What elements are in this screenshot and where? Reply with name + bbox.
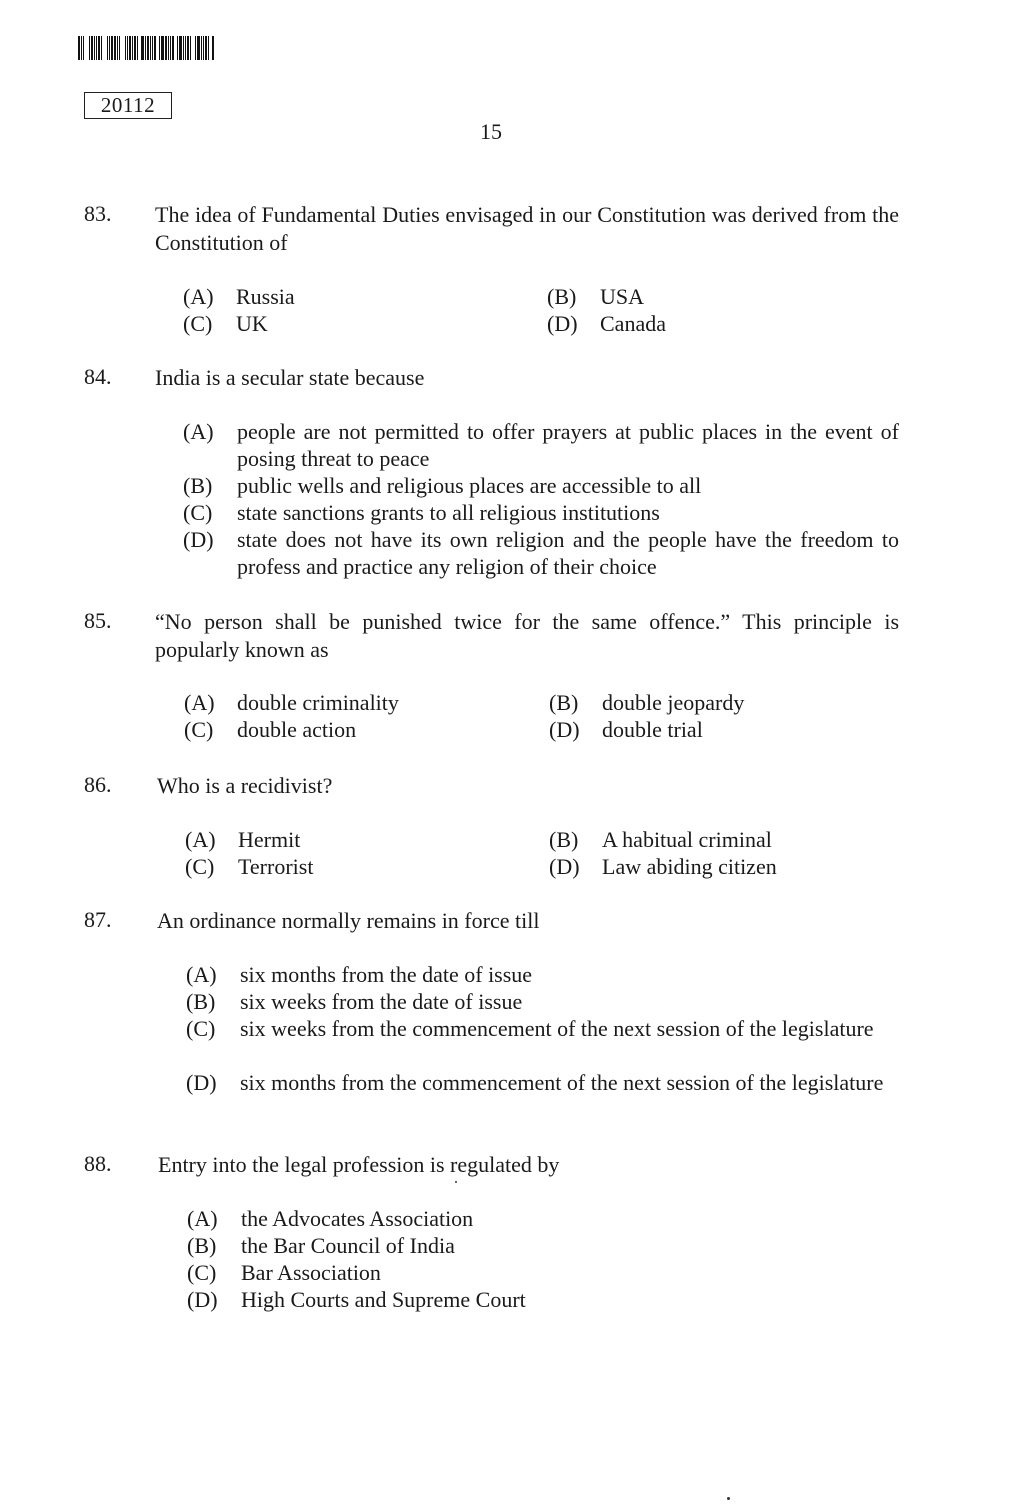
barcode-bar <box>109 36 110 60</box>
option-text: six months from the commencement of the next session of the legislature <box>240 1070 884 1095</box>
option-a[interactable] <box>187 1205 903 1232</box>
barcode-bar <box>119 36 120 60</box>
question-text: Entry into the legal profession is regulated by <box>158 1152 560 1177</box>
option-text: USA <box>600 284 645 309</box>
option-label: (C) <box>186 1016 216 1041</box>
option-d[interactable] <box>183 526 899 580</box>
question-number: 88. <box>84 1151 112 1176</box>
barcode-bar <box>139 36 140 60</box>
option-label: (A) <box>183 284 214 309</box>
option-label: (C) <box>185 854 215 879</box>
option-text: state sanctions grants to all religious institutions <box>237 500 660 525</box>
option-label: (B) <box>186 989 216 1014</box>
question-text: The idea of Fundamental Duties envisaged in our Constitution was derived from the Constitution of <box>155 202 899 255</box>
option-label: (C) <box>183 311 213 336</box>
option-label: (A) <box>185 827 216 852</box>
option-text: the Advocates Association <box>241 1206 474 1231</box>
barcode-bar <box>208 36 209 60</box>
barcode-bar <box>134 36 136 60</box>
option-text: High Courts and Supreme Court <box>241 1287 526 1312</box>
scan-speck <box>727 1497 730 1500</box>
question-text: India is a secular state because <box>155 365 425 390</box>
option-b[interactable] <box>183 472 899 499</box>
option-a[interactable] <box>183 418 899 472</box>
barcode-bar <box>132 36 133 60</box>
option-d[interactable] <box>186 1069 902 1096</box>
barcode-bar <box>85 36 88 60</box>
option-label: (D) <box>183 527 214 552</box>
barcode-bar <box>157 36 158 60</box>
barcode-bar <box>168 36 169 60</box>
option-b[interactable] <box>186 988 902 1015</box>
barcode-bar <box>147 36 149 60</box>
barcode <box>78 36 215 60</box>
option-text: state does not have its own religion and the people have the freedom to profess and practice any religion of their choice <box>237 527 899 579</box>
barcode-bar <box>179 36 182 60</box>
barcode-bar <box>165 36 167 60</box>
barcode-bar <box>185 36 186 60</box>
barcode-bar <box>117 36 118 60</box>
option-label: (C) <box>187 1260 217 1285</box>
barcode-bar <box>203 36 204 60</box>
barcode-bar <box>145 36 146 60</box>
option-label: (D) <box>547 311 578 336</box>
option-label: (B) <box>547 284 577 309</box>
page-number: 15 <box>480 119 502 144</box>
option-text: double trial <box>602 717 703 742</box>
barcode-bar <box>83 36 84 60</box>
option-a[interactable] <box>186 961 902 988</box>
option-text: double criminality <box>237 690 399 715</box>
barcode-bar <box>197 36 200 60</box>
barcode-bar <box>161 36 164 60</box>
barcode-bar <box>190 36 191 60</box>
option-label: (A) <box>184 690 215 715</box>
option-text: Hermit <box>238 827 301 852</box>
option-label: (D) <box>549 854 580 879</box>
question-text: An ordinance normally remains in force till <box>157 908 540 933</box>
barcode-bar <box>98 36 100 60</box>
option-label: (B) <box>187 1233 217 1258</box>
option-text: UK <box>236 311 268 336</box>
option-label: (A) <box>183 419 214 444</box>
option-label: (D) <box>186 1070 217 1095</box>
question-number: 87. <box>84 907 112 932</box>
question-number: 85. <box>84 608 112 633</box>
option-text: the Bar Council of India <box>241 1233 455 1258</box>
option-text: Canada <box>600 311 666 336</box>
option-label: (A) <box>187 1206 218 1231</box>
option-text: six weeks from the commencement of the next session of the legislature <box>240 1016 874 1041</box>
barcode-bar <box>172 36 174 60</box>
barcode-bar <box>212 36 214 60</box>
question-text: Who is a recidivist? <box>157 773 333 798</box>
barcode-bar <box>114 36 116 60</box>
option-label: (B) <box>183 473 213 498</box>
barcode-bar <box>107 36 108 60</box>
option-text: six weeks from the date of issue <box>240 989 523 1014</box>
barcode-bar <box>201 36 202 60</box>
question-number: 83. <box>84 201 112 226</box>
option-label: (D) <box>549 717 580 742</box>
option-label: (C) <box>184 717 214 742</box>
barcode-bar <box>187 36 189 60</box>
barcode-bar <box>89 36 90 60</box>
option-b[interactable] <box>187 1232 903 1259</box>
option-text: Law abiding citizen <box>602 854 777 879</box>
question-text: “No person shall be punished twice for the same offence.” This principle is popularly known as <box>155 609 899 662</box>
option-text: public wells and religious places are accessible to all <box>237 473 702 498</box>
option-label: (B) <box>549 690 579 715</box>
barcode-bar <box>141 36 144 60</box>
scan-speck <box>455 1181 457 1183</box>
barcode-bar <box>96 36 97 60</box>
question-number: 86. <box>84 772 112 797</box>
barcode-bar <box>210 36 211 60</box>
barcode-bar <box>101 36 102 60</box>
option-label: (B) <box>549 827 579 852</box>
option-text: Terrorist <box>238 854 314 879</box>
barcode-bar <box>127 36 128 60</box>
barcode-bar <box>150 36 151 60</box>
option-c[interactable] <box>183 499 899 526</box>
barcode-bar <box>137 36 138 60</box>
barcode-bar <box>121 36 124 60</box>
barcode-bar <box>192 36 194 60</box>
option-label: (A) <box>186 962 217 987</box>
barcode-bar <box>129 36 131 60</box>
barcode-bar <box>91 36 93 60</box>
barcode-bar <box>170 36 171 60</box>
option-text: Bar Association <box>241 1260 381 1285</box>
barcode-bar <box>78 36 80 60</box>
option-label: (C) <box>183 500 213 525</box>
option-d[interactable] <box>187 1286 903 1313</box>
option-text: Russia <box>236 284 295 309</box>
barcode-bar <box>205 36 207 60</box>
option-text: people are not permitted to offer prayers at public places in the event of posing threat to peace <box>237 419 899 471</box>
paper-code-box: 20112 <box>84 92 172 119</box>
barcode-bar <box>152 36 153 60</box>
option-text: double jeopardy <box>602 690 745 715</box>
option-c[interactable] <box>186 1015 902 1042</box>
barcode-bar <box>111 36 113 60</box>
option-text: double action <box>237 717 357 742</box>
barcode-bar <box>195 36 196 60</box>
barcode-bar <box>81 36 82 60</box>
option-c[interactable] <box>187 1259 903 1286</box>
option-text: six months from the date of issue <box>240 962 533 987</box>
barcode-bar <box>103 36 106 60</box>
barcode-bar <box>183 36 184 60</box>
barcode-bar <box>175 36 176 60</box>
barcode-bar <box>177 36 178 60</box>
barcode-bar <box>94 36 95 60</box>
barcode-bar <box>159 36 160 60</box>
option-text: A habitual criminal <box>602 827 772 852</box>
barcode-bar <box>125 36 126 60</box>
option-label: (D) <box>187 1287 218 1312</box>
question-number: 84. <box>84 364 112 389</box>
barcode-bar <box>154 36 156 60</box>
